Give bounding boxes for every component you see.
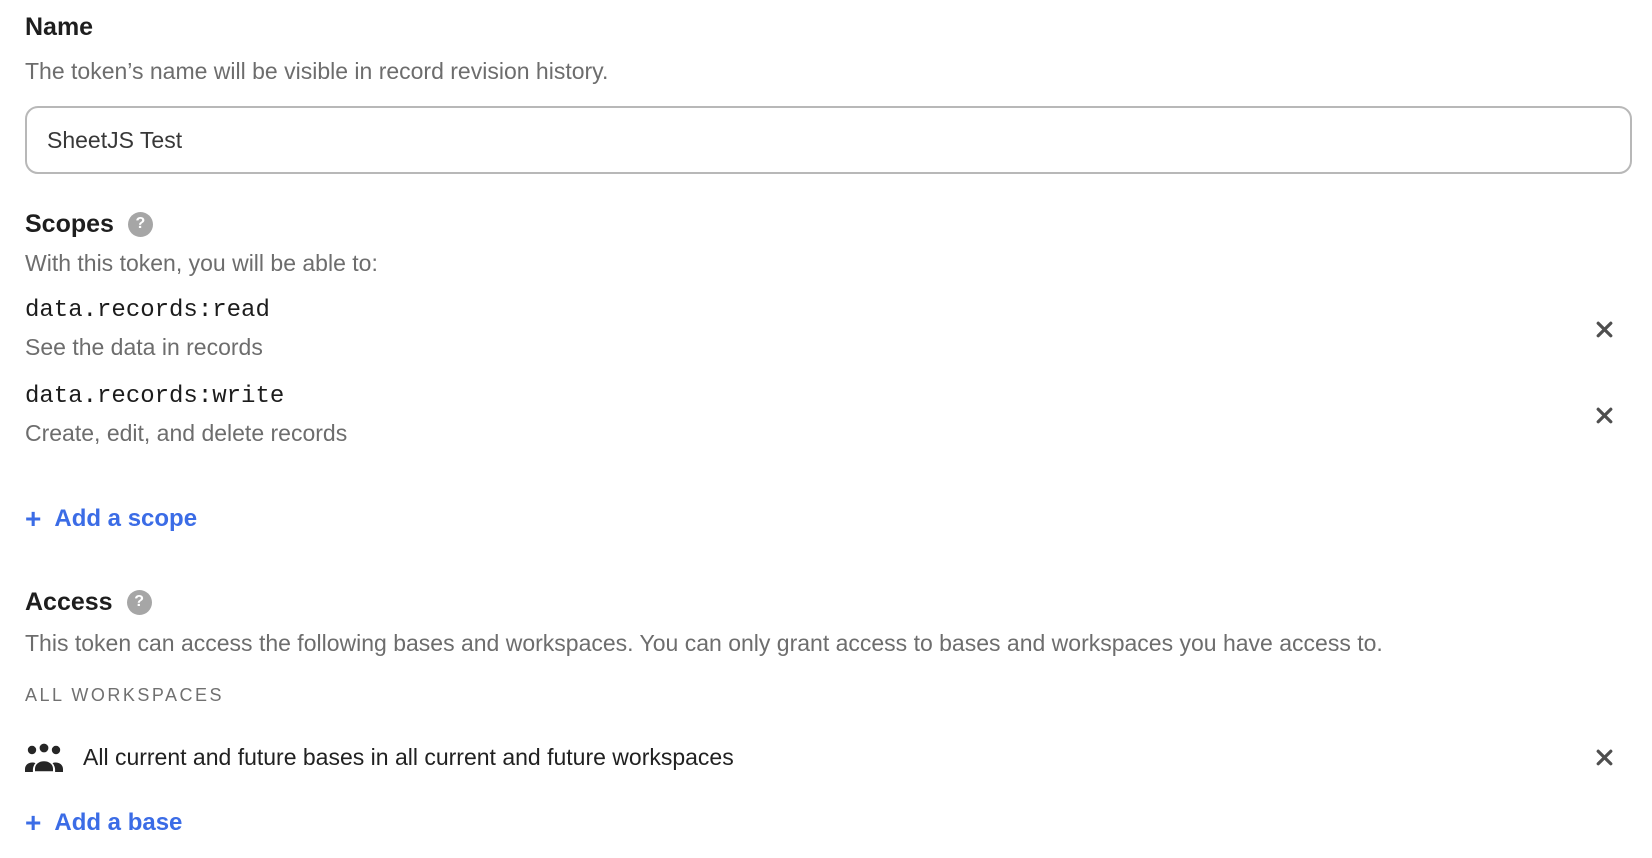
close-icon xyxy=(1595,406,1614,425)
add-base-label: Add a base xyxy=(54,809,183,836)
scope-name: data.records:read xyxy=(25,297,270,324)
scope-description: See the data in records xyxy=(25,334,263,360)
access-help-icon[interactable]: ? xyxy=(127,590,152,615)
workspace-access-info xyxy=(25,742,734,772)
scopes-section-description: With this token, you will be able to: xyxy=(25,250,378,276)
scope-info xyxy=(25,382,347,448)
scopes-help-icon[interactable]: ? xyxy=(128,212,153,237)
add-scope-label: Add a scope xyxy=(54,505,198,532)
workspaces-group-heading: ALL WORKSPACES xyxy=(25,685,225,705)
remove-workspace-button[interactable] xyxy=(1591,744,1618,771)
add-scope-button[interactable] xyxy=(25,504,197,534)
scopes-section-title: Scopes xyxy=(25,210,114,238)
workspace-access-label: All current and future bases in all current and future workspaces xyxy=(83,744,734,770)
scope-row xyxy=(25,382,1632,448)
close-icon xyxy=(1595,320,1614,339)
scopes-section-header xyxy=(25,208,1632,240)
close-icon xyxy=(1595,748,1614,767)
scope-row xyxy=(25,296,1632,362)
name-section-title: Name xyxy=(25,13,94,41)
scope-description: Create, edit, and delete records xyxy=(25,420,348,446)
name-section-description: The token’s name will be visible in record revision history. xyxy=(25,58,609,84)
scope-name: data.records:write xyxy=(25,383,285,410)
remove-scope-button[interactable] xyxy=(1591,316,1618,343)
people-group-icon xyxy=(25,742,63,772)
plus-icon: + xyxy=(25,503,42,534)
add-base-button[interactable] xyxy=(25,808,182,838)
access-section-title: Access xyxy=(25,588,113,616)
plus-icon: + xyxy=(25,807,42,838)
scope-info xyxy=(25,296,270,362)
workspace-access-row xyxy=(25,742,1632,772)
token-name-input[interactable] xyxy=(25,106,1632,174)
access-section-description: This token can access the following bases and workspaces. You can only grant access to bases and workspaces you have access to. xyxy=(25,630,1383,656)
remove-scope-button[interactable] xyxy=(1591,402,1618,429)
access-section-header xyxy=(25,586,1632,618)
